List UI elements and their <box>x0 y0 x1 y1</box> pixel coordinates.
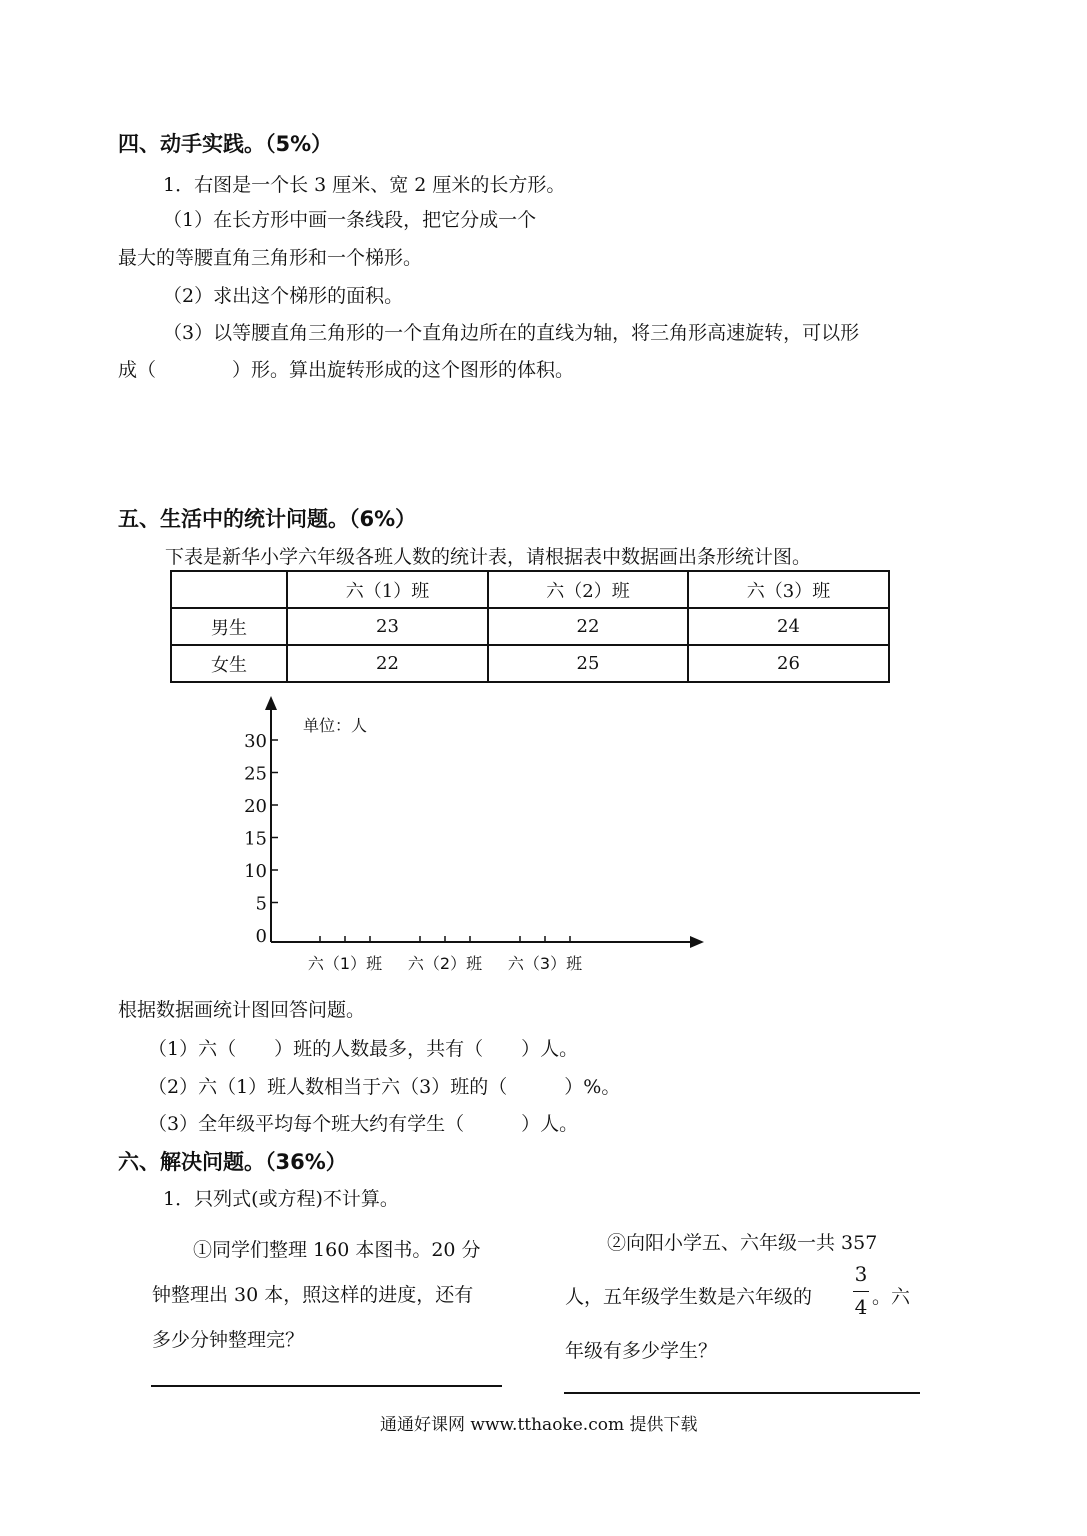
problem2-line2-pre: 人，五年级学生数是六年级的 <box>565 1286 813 1308</box>
table-cell: 女生 <box>171 645 287 682</box>
section5-heading: 五、生活中的统计问题。（6%） <box>118 507 417 531</box>
table-row <box>171 608 889 645</box>
table-cell: 男生 <box>171 608 287 645</box>
bar-chart-grid <box>0 690 1087 980</box>
answer-intro: 根据数据画统计图回答问题。 <box>118 999 366 1021</box>
y-tick-label: 15 <box>244 828 267 850</box>
table-cell: 26 <box>688 645 889 682</box>
table-row <box>171 645 889 682</box>
x-axis-arrow <box>690 936 704 948</box>
class-count-table <box>170 570 890 683</box>
table-header-cell: 六（2）班 <box>488 571 688 608</box>
y-tick-label: 25 <box>244 763 267 785</box>
table-cell: 23 <box>287 608 488 645</box>
problem1-line3: 多少分钟整理完？ <box>152 1329 305 1351</box>
section4-q1-2: （2）求出这个梯形的面积。 <box>163 285 404 307</box>
section4-q1-1b: 最大的等腰直角三角形和一个梯形。 <box>118 247 423 269</box>
section5-q3: （3）全年级平均每个班大约有学生（ ）人。 <box>148 1113 579 1135</box>
y-tick-label: 0 <box>255 926 267 947</box>
y-axis-arrow <box>265 696 277 710</box>
problem2-line2-post: 。六 <box>872 1286 911 1308</box>
section6-q1: 1．只列式(或方程)不计算。 <box>163 1188 399 1210</box>
table-cell: 22 <box>488 608 688 645</box>
table-header-cell: 六（3）班 <box>688 571 889 608</box>
x-category-label: 六（2）班 <box>407 954 483 973</box>
section5-q2: （2）六（1）班人数相当于六（3）班的（ ）%。 <box>148 1076 621 1098</box>
y-tick-label: 5 <box>255 893 267 915</box>
y-tick-label: 30 <box>244 731 267 752</box>
section4-q1-3a: （3）以等腰直角三角形的一个直角边所在的直线为轴，将三角形高速旋转，可以形 <box>163 322 860 344</box>
problem1-line1: ①同学们整理 160 本图书。20 分 <box>193 1239 481 1261</box>
table-cell: 25 <box>488 645 688 682</box>
section4-q1-1a: （1）在长方形中画一条线段，把它分成一个 <box>163 209 537 231</box>
table-cell: 24 <box>688 608 889 645</box>
x-category-label: 六（3）班 <box>507 954 583 973</box>
answer-line-1 <box>151 1385 502 1387</box>
section4-q1-3b: 成（ ）形。算出旋转形成的这个图形的体积。 <box>118 359 575 381</box>
section5-intro: 下表是新华小学六年级各班人数的统计表，请根据表中数据画出条形统计图。 <box>165 546 812 568</box>
y-tick-label: 10 <box>244 861 267 882</box>
problem2-line1: ②向阳小学五、六年级一共 357 <box>607 1232 878 1254</box>
unit-label: 单位：人 <box>303 716 368 735</box>
fraction-numerator: 3 <box>854 1262 868 1286</box>
problem1-line2: 钟整理出 30 本，照这样的进度，还有 <box>152 1284 474 1306</box>
table-header-cell <box>171 571 287 608</box>
answer-line-2 <box>564 1392 920 1394</box>
fraction-bar <box>853 1291 869 1292</box>
section4-heading: 四、动手实践。（5%） <box>118 132 333 156</box>
x-category-label: 六（1）班 <box>307 954 383 973</box>
section6-heading: 六、解决问题。（36%） <box>118 1150 347 1174</box>
section4-q1: 1．右图是一个长 3 厘米、宽 2 厘米的长方形。 <box>163 174 566 196</box>
y-tick-label: 20 <box>244 796 267 817</box>
table-header-row <box>171 571 889 608</box>
fraction-denominator: 4 <box>854 1295 868 1319</box>
section5-q1: （1）六（ ）班的人数最多，共有（ ）人。 <box>148 1038 579 1060</box>
problem2-line3: 年级有多少学生？ <box>565 1340 718 1362</box>
table-cell: 22 <box>287 645 488 682</box>
table-header-cell: 六（1）班 <box>287 571 488 608</box>
footer-credit: 通通好课网 www.tthaoke.com 提供下载 <box>380 1415 698 1435</box>
